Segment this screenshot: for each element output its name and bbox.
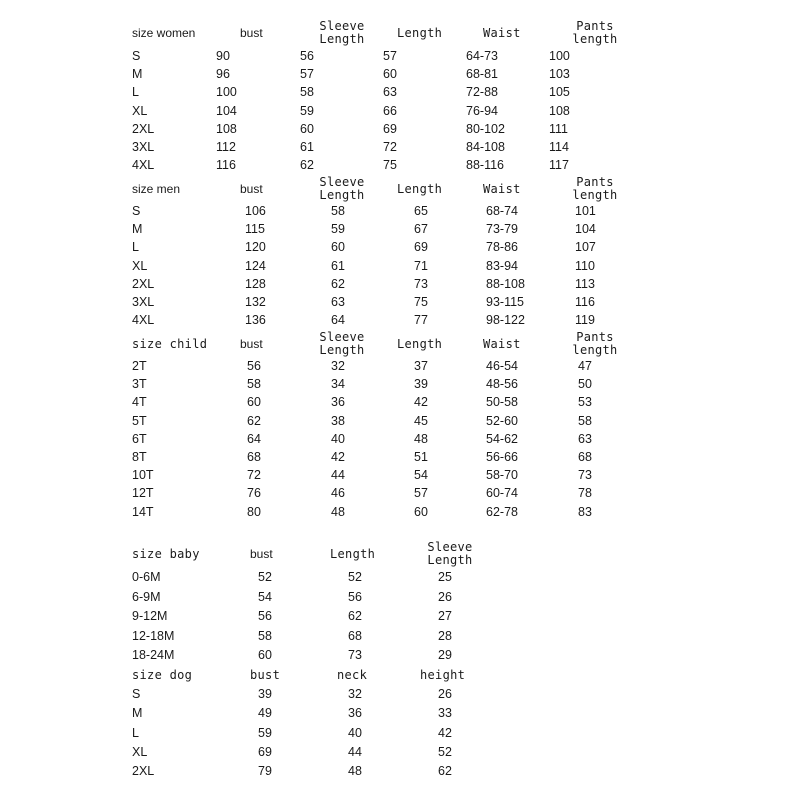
column-header: Length — [397, 337, 443, 351]
table-row — [0, 466, 800, 484]
size-label: 2XL — [132, 121, 155, 136]
table-row — [0, 607, 800, 625]
measurement-cell: 52-60 — [486, 413, 518, 428]
size-label: XL — [132, 103, 148, 118]
measurement-cell: 56-66 — [486, 450, 518, 464]
measurement-cell: 58 — [331, 204, 345, 218]
measurement-cell: 124 — [245, 258, 266, 273]
column-header: size dog — [132, 668, 193, 682]
table-row — [0, 588, 800, 606]
measurement-cell: 83-94 — [486, 258, 518, 273]
measurement-cell: 58 — [578, 413, 592, 428]
measurement-cell: 96 — [216, 67, 230, 82]
measurement-cell: 111 — [549, 121, 569, 136]
measurement-cell: 26 — [438, 589, 452, 604]
measurement-cell: 101 — [575, 204, 596, 218]
measurement-cell: 62-78 — [486, 504, 518, 519]
size-label: L — [132, 85, 139, 100]
measurement-cell: 69 — [383, 121, 397, 136]
size-label: 2T — [132, 359, 147, 373]
measurement-cell: 60 — [247, 395, 261, 410]
measurement-cell: 66 — [383, 103, 397, 118]
measurement-cell: 50-58 — [486, 395, 518, 410]
size-label: 4T — [132, 395, 147, 410]
measurement-cell: 54-62 — [486, 431, 518, 446]
measurement-cell: 62 — [331, 276, 345, 291]
measurement-cell: 52 — [258, 570, 272, 584]
size-label: S — [132, 687, 141, 701]
column-header: Length — [330, 547, 376, 561]
measurement-cell: 136 — [245, 313, 266, 328]
column-header: size baby — [132, 547, 200, 561]
size-label: M — [132, 222, 143, 237]
measurement-cell: 108 — [549, 103, 570, 118]
measurement-cell: 63 — [578, 431, 592, 446]
measurement-cell: 27 — [438, 609, 452, 623]
table-row — [0, 202, 800, 220]
column-header: bust — [240, 26, 263, 40]
measurement-cell: 106 — [245, 204, 266, 218]
measurement-cell: 79 — [258, 764, 272, 779]
column-header: Sleeve Length — [319, 330, 365, 357]
table-row — [0, 83, 800, 101]
measurement-cell: 59 — [331, 222, 345, 237]
measurement-cell: 56 — [348, 589, 362, 604]
measurement-cell: 104 — [216, 103, 237, 118]
table-row — [0, 412, 800, 430]
measurement-cell: 46 — [331, 486, 345, 501]
table-header-row — [0, 19, 800, 46]
measurement-cell: 76 — [247, 486, 261, 501]
measurement-cell: 67 — [414, 222, 428, 237]
measurement-cell: 84-108 — [466, 140, 505, 154]
measurement-cell: 58 — [300, 85, 314, 100]
measurement-cell: 58 — [258, 628, 272, 643]
table-header-row — [0, 175, 800, 202]
size-label: 5T — [132, 413, 147, 428]
size-label: 0-6M — [132, 570, 161, 584]
measurement-cell: 114 — [549, 140, 569, 154]
measurement-cell: 56 — [258, 609, 272, 623]
measurement-cell: 108 — [216, 121, 237, 136]
measurement-cell: 49 — [258, 706, 272, 721]
table-row — [0, 503, 800, 521]
measurement-cell: 71 — [414, 258, 428, 273]
measurement-cell: 60 — [383, 67, 397, 82]
measurement-cell: 80-102 — [466, 121, 505, 136]
table-row — [0, 724, 800, 742]
table-row — [0, 102, 800, 120]
table-row — [0, 484, 800, 502]
measurement-cell: 75 — [414, 295, 428, 309]
column-header: Sleeve Length — [427, 540, 473, 567]
table-row — [0, 393, 800, 411]
measurement-cell: 60-74 — [486, 486, 518, 501]
measurement-cell: 50 — [578, 377, 592, 392]
measurement-cell: 76-94 — [466, 103, 498, 118]
measurement-cell: 73-79 — [486, 222, 518, 237]
measurement-cell: 61 — [300, 140, 314, 154]
table-row — [0, 65, 800, 83]
column-header: bust — [250, 547, 273, 561]
table-row — [0, 448, 800, 466]
table-row — [0, 220, 800, 238]
measurement-cell: 73 — [348, 648, 362, 662]
measurement-cell: 105 — [549, 85, 570, 100]
measurement-cell: 42 — [414, 395, 428, 410]
size-label: 3XL — [132, 140, 155, 154]
measurement-cell: 26 — [438, 687, 452, 701]
measurement-cell: 59 — [300, 103, 314, 118]
measurement-cell: 78 — [578, 486, 592, 501]
measurement-cell: 34 — [331, 377, 345, 392]
measurement-cell: 116 — [575, 295, 595, 309]
measurement-cell: 120 — [245, 240, 266, 255]
measurement-cell: 60 — [414, 504, 428, 519]
measurement-cell: 56 — [300, 49, 314, 63]
measurement-cell: 48 — [331, 504, 345, 519]
measurement-cell: 63 — [331, 295, 345, 309]
size-label: 2XL — [132, 276, 155, 291]
measurement-cell: 45 — [414, 413, 428, 428]
measurement-cell: 52 — [438, 744, 452, 759]
measurement-cell: 104 — [575, 222, 596, 237]
measurement-cell: 37 — [414, 359, 428, 373]
table-header-row — [0, 330, 800, 357]
measurement-cell: 107 — [575, 240, 596, 255]
size-label: L — [132, 725, 139, 740]
size-label: S — [132, 49, 141, 63]
table-row — [0, 257, 800, 275]
measurement-cell: 57 — [383, 49, 397, 63]
measurement-cell: 110 — [575, 258, 595, 273]
size-label: 2XL — [132, 764, 155, 779]
measurement-cell: 75 — [383, 158, 397, 173]
measurement-cell: 112 — [216, 140, 236, 154]
measurement-cell: 40 — [331, 431, 345, 446]
column-header: bust — [240, 182, 263, 196]
measurement-cell: 44 — [348, 744, 362, 759]
measurement-cell: 36 — [348, 706, 362, 721]
measurement-cell: 68-74 — [486, 204, 518, 218]
measurement-cell: 33 — [438, 706, 452, 721]
measurement-cell: 93-115 — [486, 295, 524, 309]
measurement-cell: 25 — [438, 570, 452, 584]
measurement-cell: 57 — [414, 486, 428, 501]
size-label: M — [132, 67, 143, 82]
measurement-cell: 64 — [247, 431, 261, 446]
column-header: size child — [132, 337, 208, 351]
table-row — [0, 156, 800, 174]
measurement-cell: 42 — [331, 450, 345, 464]
measurement-cell: 54 — [414, 468, 428, 483]
column-header: Waist — [483, 26, 521, 40]
column-header: Sleeve Length — [319, 175, 365, 202]
size-label: 3T — [132, 377, 147, 392]
table-row — [0, 357, 800, 375]
table-row — [0, 238, 800, 256]
size-label: 4XL — [132, 158, 155, 173]
measurement-cell: 38 — [331, 413, 345, 428]
column-header: Length — [397, 182, 443, 196]
measurement-cell: 28 — [438, 628, 452, 643]
measurement-cell: 68 — [348, 628, 362, 643]
measurement-cell: 69 — [414, 240, 428, 255]
measurement-cell: 119 — [575, 313, 595, 328]
measurement-cell: 62 — [300, 158, 314, 173]
size-label: 12-18M — [132, 628, 175, 643]
measurement-cell: 46-54 — [486, 359, 518, 373]
measurement-cell: 77 — [414, 313, 428, 328]
size-label: S — [132, 204, 141, 218]
size-label: M — [132, 706, 143, 721]
measurement-cell: 64-73 — [466, 49, 498, 63]
measurement-cell: 90 — [216, 49, 230, 63]
measurement-cell: 44 — [331, 468, 345, 483]
measurement-cell: 60 — [258, 648, 272, 662]
table-row — [0, 685, 800, 703]
measurement-cell: 78-86 — [486, 240, 518, 255]
column-header: Waist — [483, 182, 521, 196]
measurement-cell: 47 — [578, 359, 592, 373]
size-label: L — [132, 240, 139, 255]
measurement-cell: 132 — [245, 295, 266, 309]
measurement-cell: 113 — [575, 276, 595, 291]
measurement-cell: 128 — [245, 276, 266, 291]
column-header: bust — [240, 337, 263, 351]
size-label: XL — [132, 744, 148, 759]
measurement-cell: 48-56 — [486, 377, 518, 392]
measurement-cell: 116 — [216, 158, 236, 173]
measurement-cell: 72 — [383, 140, 397, 154]
measurement-cell: 88-116 — [466, 158, 504, 173]
measurement-cell: 100 — [216, 85, 237, 100]
measurement-cell: 60 — [300, 121, 314, 136]
size-label: 8T — [132, 450, 147, 464]
column-header: Pants length — [572, 330, 618, 357]
column-header: height — [420, 668, 466, 682]
measurement-cell: 40 — [348, 725, 362, 740]
measurement-cell: 60 — [331, 240, 345, 255]
measurement-cell: 62 — [247, 413, 261, 428]
table-row — [0, 743, 800, 761]
column-header: neck — [337, 668, 368, 682]
column-header: Length — [397, 26, 443, 40]
column-header: Sleeve Length — [319, 19, 365, 46]
measurement-cell: 80 — [247, 504, 261, 519]
measurement-cell: 63 — [383, 85, 397, 100]
measurement-cell: 62 — [348, 609, 362, 623]
measurement-cell: 32 — [348, 687, 362, 701]
table-row — [0, 138, 800, 156]
measurement-cell: 69 — [258, 744, 272, 759]
size-label: 4XL — [132, 313, 155, 328]
measurement-cell: 103 — [549, 67, 570, 82]
size-label: 6T — [132, 431, 147, 446]
measurement-cell: 29 — [438, 648, 452, 662]
measurement-cell: 65 — [414, 204, 428, 218]
size-label: 6-9M — [132, 589, 161, 604]
measurement-cell: 52 — [348, 570, 362, 584]
table-row — [0, 47, 800, 65]
size-label: 18-24M — [132, 648, 175, 662]
measurement-cell: 54 — [258, 589, 272, 604]
table-row — [0, 120, 800, 138]
table-header-row — [0, 540, 800, 567]
column-header: Pants length — [572, 19, 618, 46]
measurement-cell: 68-81 — [466, 67, 498, 82]
measurement-cell: 48 — [348, 764, 362, 779]
column-header: Pants length — [572, 175, 618, 202]
measurement-cell: 73 — [578, 468, 592, 483]
table-row — [0, 762, 800, 780]
column-header: Waist — [483, 337, 521, 351]
measurement-cell: 98-122 — [486, 313, 525, 328]
measurement-cell: 32 — [331, 359, 345, 373]
table-row — [0, 293, 800, 311]
measurement-cell: 51 — [414, 450, 428, 464]
size-label: 9-12M — [132, 609, 168, 623]
table-row — [0, 311, 800, 329]
size-label: 3XL — [132, 295, 155, 309]
table-row — [0, 275, 800, 293]
measurement-cell: 58-70 — [486, 468, 518, 483]
measurement-cell: 68 — [578, 450, 592, 464]
size-label: 14T — [132, 504, 154, 519]
measurement-cell: 72-88 — [466, 85, 498, 100]
table-row — [0, 568, 800, 586]
measurement-cell: 57 — [300, 67, 314, 82]
measurement-cell: 56 — [247, 359, 261, 373]
column-header: size men — [132, 182, 181, 196]
table-row — [0, 375, 800, 393]
measurement-cell: 72 — [247, 468, 261, 483]
measurement-cell: 39 — [258, 687, 272, 701]
measurement-cell: 42 — [438, 725, 452, 740]
measurement-cell: 59 — [258, 725, 272, 740]
measurement-cell: 115 — [245, 222, 265, 237]
measurement-cell: 48 — [414, 431, 428, 446]
measurement-cell: 62 — [438, 764, 452, 779]
table-row — [0, 704, 800, 722]
measurement-cell: 61 — [331, 258, 345, 273]
size-label: XL — [132, 258, 148, 273]
measurement-cell: 68 — [247, 450, 261, 464]
table-header-row — [0, 666, 800, 684]
measurement-cell: 73 — [414, 276, 428, 291]
measurement-cell: 88-108 — [486, 276, 525, 291]
table-row — [0, 627, 800, 645]
measurement-cell: 53 — [578, 395, 592, 410]
size-label: 12T — [132, 486, 154, 501]
measurement-cell: 64 — [331, 313, 345, 328]
measurement-cell: 58 — [247, 377, 261, 392]
table-row — [0, 646, 800, 664]
measurement-cell: 83 — [578, 504, 592, 519]
table-row — [0, 430, 800, 448]
column-header: bust — [250, 668, 281, 682]
column-header: size women — [132, 26, 196, 40]
size-label: 10T — [132, 468, 154, 483]
measurement-cell: 100 — [549, 49, 570, 63]
measurement-cell: 39 — [414, 377, 428, 392]
measurement-cell: 36 — [331, 395, 345, 410]
measurement-cell: 117 — [549, 158, 569, 173]
